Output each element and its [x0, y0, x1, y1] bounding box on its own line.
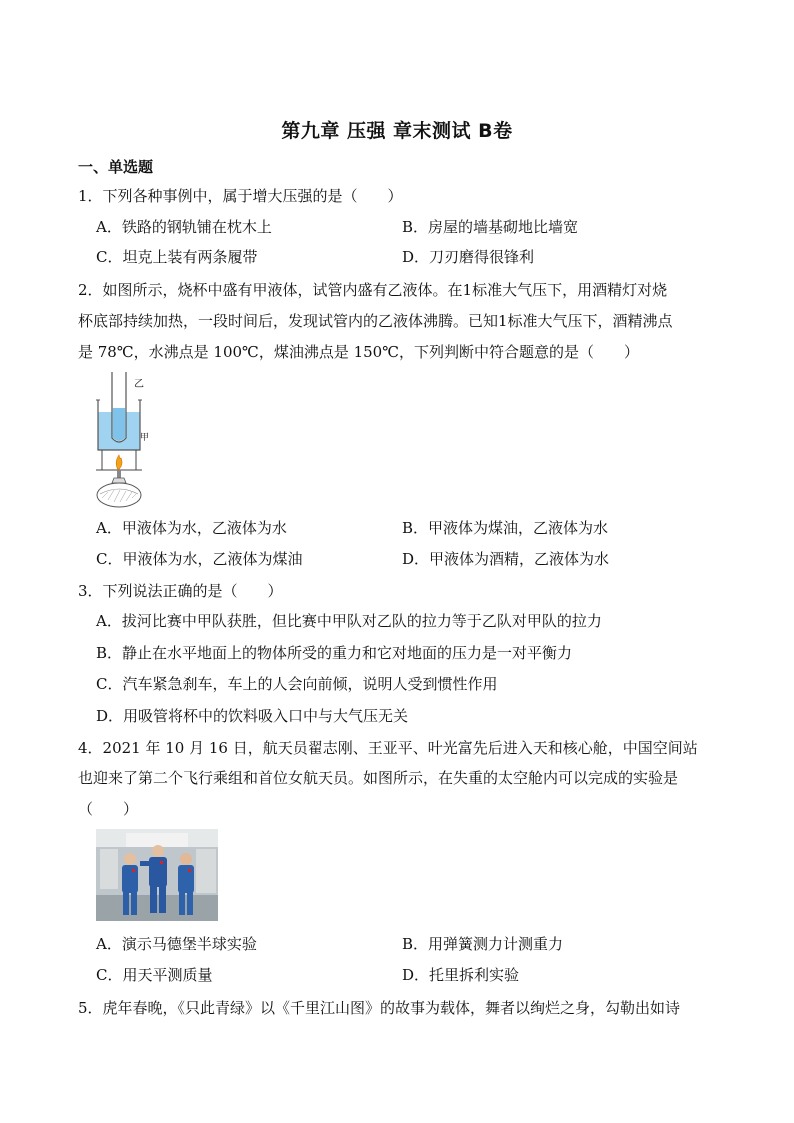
question-2-option-a: A．甲液体为水，乙液体为水 — [96, 519, 287, 537]
question-4-line-1: 4．2021 年 10 月 16 日，航天员翟志刚、王亚平、叶光富先后进入天和核心舱，中国空间站 — [78, 739, 698, 757]
beaker-label: 甲 — [140, 433, 150, 443]
question-3-option-b: B．静止在水平地面上的物体所受的重力和它对地面的压力是一对平衡力 — [96, 644, 573, 662]
section-heading: 一、单选题 — [78, 158, 154, 176]
question-4-option-c: C．用天平测质量 — [96, 966, 213, 984]
question-2-option-d: D．甲液体为酒精，乙液体为水 — [402, 550, 610, 568]
tube-label: 乙 — [134, 379, 144, 390]
question-1-option-a: A．铁路的钢轨铺在枕木上 — [96, 218, 272, 236]
question-1-stem: 1．下列各种事例中，属于增大压强的是（ ） — [78, 187, 403, 205]
question-2-line-3: 是 78℃，水沸点是 100℃，煤油沸点是 150℃，下列判断中符合题意的是（ ） — [78, 343, 639, 361]
question-1-option-d: D．刀刃磨得很锋利 — [402, 248, 535, 266]
question-2-figure — [90, 370, 160, 510]
question-3-stem: 3．下列说法正确的是（ ） — [78, 582, 283, 600]
question-2-line-2: 杯底部持续加热，一段时间后，发现试管内的乙液体沸腾。已知1标准大气压下，酒精沸点 — [78, 312, 673, 330]
astronauts-photo — [96, 829, 218, 921]
question-4-photo — [96, 829, 218, 921]
question-5-line-1: 5．虎年春晚，《只此青绿》以《千里江山图》的故事为载体，舞者以绚烂之身，勾勒出如诗 — [78, 999, 681, 1017]
question-2-line-1: 2．如图所示，烧杯中盛有甲液体，试管内盛有乙液体。在1标准大气压下，用酒精灯对烧 — [78, 281, 668, 299]
question-4-line-3: （ ） — [78, 800, 139, 818]
question-1-option-c: C．坦克上装有两条履带 — [96, 248, 258, 266]
question-1-option-b: B．房屋的墙基砌地比墙宽 — [402, 218, 579, 236]
question-4-line-2: 也迎来了第二个飞行乘组和首位女航天员。如图所示，在失重的太空舱内可以完成的实验是 — [78, 769, 679, 787]
question-4-option-b: B．用弹簧测力计测重力 — [402, 935, 564, 953]
alcohol-lamp-beaker-diagram — [90, 370, 160, 510]
question-4-option-d: D．托里拆利实验 — [402, 966, 520, 984]
question-3-option-d: D．用吸管将杯中的饮料吸入口中与大气压无关 — [96, 707, 409, 725]
question-2-option-c: C．甲液体为水，乙液体为煤油 — [96, 550, 303, 568]
question-3-option-a: A．拔河比赛中甲队获胜，但比赛中甲队对乙队的拉力等于乙队对甲队的拉力 — [96, 612, 602, 630]
question-3-option-c: C．汽车紧急刹车，车上的人会向前倾，说明人受到惯性作用 — [96, 675, 498, 693]
question-4-option-a: A．演示马德堡半球实验 — [96, 935, 257, 953]
question-2-option-b: B．甲液体为煤油，乙液体为水 — [402, 519, 609, 537]
page-title: 第九章 压强 章末测试 B卷 — [281, 120, 513, 142]
